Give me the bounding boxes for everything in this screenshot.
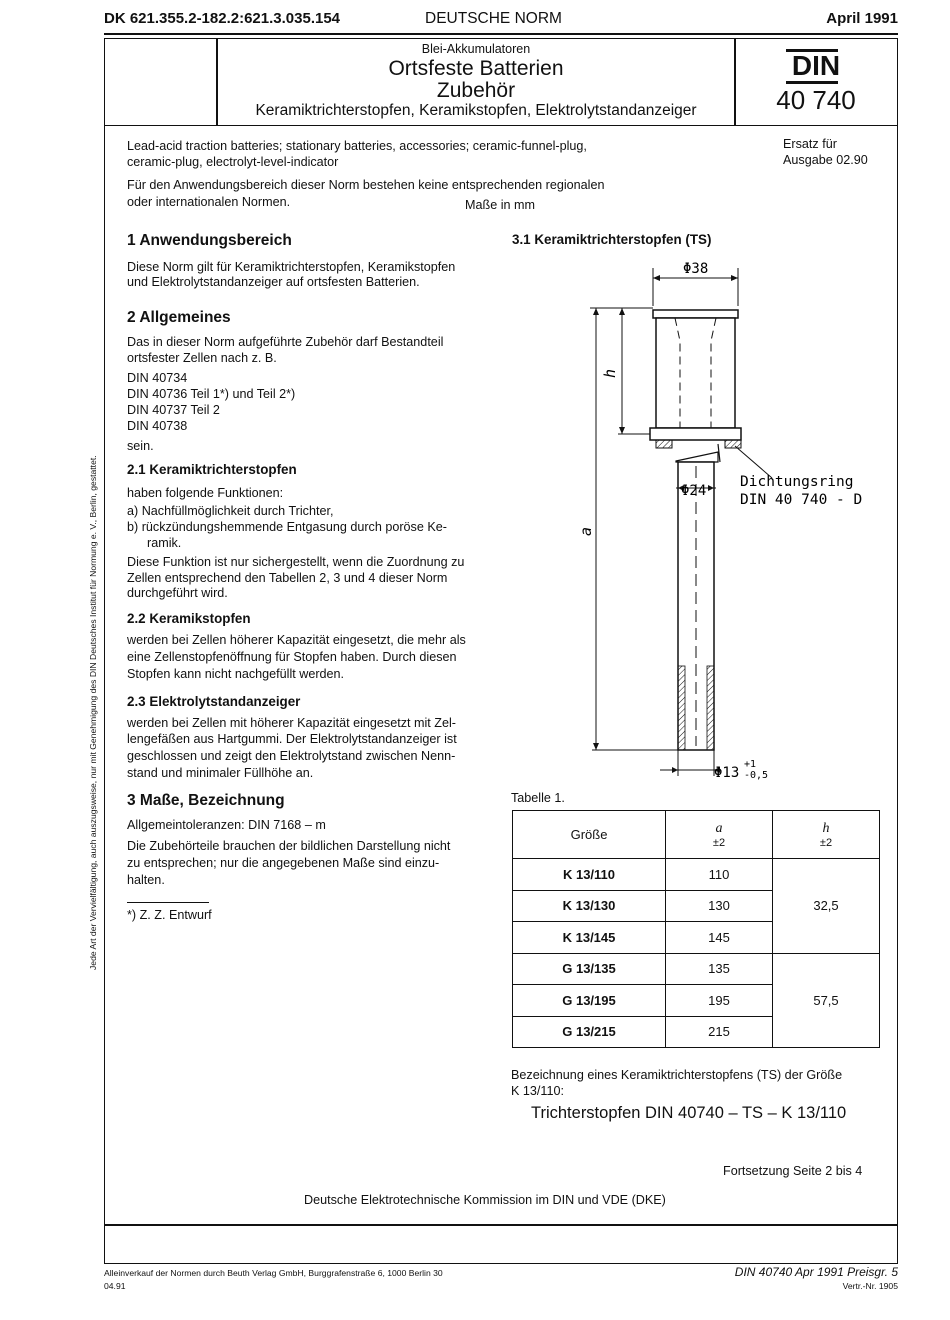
english-title-2: ceramic-plug, electrolyt-level-indicator <box>127 155 339 169</box>
a-cell: 195 <box>666 985 773 1017</box>
designation-text: Bezeichnung eines Keramiktrichterstopfens (TS) der Größe <box>511 1068 843 1082</box>
a-cell: 215 <box>666 1016 773 1048</box>
section-2-1-text: durchgeführt wird. <box>127 586 228 600</box>
size-cell: K 13/145 <box>513 922 666 954</box>
table-row <box>513 953 880 985</box>
tube-hatch-left <box>678 666 685 750</box>
section-3-1-heading: 3.1 Keramiktrichterstopfen (TS) <box>512 232 712 247</box>
document-type: DEUTSCHE NORM <box>425 10 562 27</box>
continuation-note: Fortsetzung Seite 2 bis 4 <box>723 1164 863 1178</box>
dim-tol-upper: +1 <box>744 759 757 770</box>
regional-note-2: oder internationalen Normen. <box>127 195 291 209</box>
size-cell: G 13/215 <box>513 1016 666 1048</box>
dim-label-h: h <box>601 368 619 378</box>
section-2-heading: 2 Allgemeines <box>127 309 231 326</box>
designation-example: Trichterstopfen DIN 40740 – TS – K 13/110 <box>531 1104 847 1122</box>
dim-tol-lower: -0,5 <box>744 770 769 781</box>
section-2-2-text: werden bei Zellen höherer Kapazität eingesetzt, die mehr als <box>127 633 466 647</box>
committee: Deutsche Elektrotechnische Kommission im DIN und VDE (DKE) <box>304 1193 666 1207</box>
regional-note-1: Für den Anwendungsbereich dieser Norm bestehen keine entsprechenden regionalen <box>127 178 605 192</box>
h-cell: 32,5 <box>773 859 880 954</box>
replacement-edition: Ausgabe 02.90 <box>783 153 868 167</box>
size-cell: G 13/135 <box>513 953 666 985</box>
header-h-label: h <box>822 820 830 836</box>
footer-vertr-nr: Vertr.-Nr. 1905 <box>842 1281 898 1291</box>
english-title-1: Lead-acid traction batteries; stationary batteries, accessories; ceramic-funnel-plug, <box>127 139 587 153</box>
section-2-1-text: Diese Funktion ist nur sichergestellt, wenn die Zuordnung zu <box>127 555 465 569</box>
section-3-text: zu entsprechen; nur die angegebenen Maße sind einzu- <box>127 856 440 870</box>
header-a <box>666 811 773 859</box>
section-3-heading: 3 Maße, Bezeichnung <box>127 792 285 809</box>
din-logo-text: DIN <box>791 50 841 81</box>
section-3-text: Die Zubehörteile brauchen der bildlichen Darstellung nicht <box>127 839 451 853</box>
issue-date: April 1991 <box>826 10 898 27</box>
section-2-1-item: ramik. <box>147 536 182 550</box>
copyright-side-note: Jede Art der Vervielfältigung, auch auszugsweise, nur mit Genehmigung des DIN Deutsches Institut für Normung e. V., Berlin, gestattet. <box>88 455 98 970</box>
section-2-1-item: b) rückzündungshemmende Entgasung durch poröse Ke- <box>127 520 447 534</box>
header-size: Größe <box>513 811 666 859</box>
seal-ring-left <box>656 440 672 448</box>
section-1-text: und Elektrolytstandanzeiger auf ortsfesten Batterien. <box>127 275 420 289</box>
plug-inner-valve <box>676 452 718 462</box>
footer-print-date: 04.91 <box>104 1281 126 1291</box>
section-2-2-heading: 2.2 Keramikstopfen <box>127 611 251 626</box>
header-a-label: a <box>715 820 723 836</box>
seal-ring-label: Dichtungsring <box>740 474 854 490</box>
table-row <box>513 859 880 891</box>
size-cell: K 13/130 <box>513 890 666 922</box>
din-number: 40 740 <box>776 85 856 115</box>
table-caption: Tabelle 1. <box>511 791 565 805</box>
standard-ref: DIN 40738 <box>127 419 188 433</box>
section-2-3-text: werden bei Zellen mit höherer Kapazität eingesetzt mit Zel- <box>127 716 456 730</box>
title-line-3: Keramiktrichterstopfen, Keramikstopfen, Elektrolytstandanzeiger <box>255 102 697 119</box>
section-3-text: Allgemeintoleranzen: DIN 7168 – m <box>127 818 326 832</box>
section-2-2-text: eine Zellenstopfenöffnung für Stopfen haben. Durch diesen <box>127 650 457 664</box>
plug-head <box>656 318 735 428</box>
h-cell: 57,5 <box>773 953 880 1048</box>
section-2-text: ortsfester Zellen nach z. B. <box>127 351 277 365</box>
plug-flange <box>650 428 741 440</box>
a-cell: 130 <box>666 890 773 922</box>
seal-ring-standard: DIN 40 740 - D <box>740 492 863 508</box>
footer-box-rule <box>104 1224 898 1226</box>
section-2-text: Das in dieser Norm aufgeführte Zubehör darf Bestandteil <box>127 335 444 349</box>
section-2-3-text: stand und minimaler Füllhöhe an. <box>127 766 314 780</box>
footer-distributor: Alleinverkauf der Normen durch Beuth Verlag GmbH, Burggrafenstraße 6, 1000 Berlin 30 <box>104 1268 443 1278</box>
size-table <box>512 810 880 1048</box>
section-2-1-heading: 2.1 Keramiktrichterstopfen <box>127 462 297 477</box>
section-2-1-text: Zellen entsprechend den Tabellen 2, 3 und 4 dieser Norm <box>127 571 448 585</box>
a-cell: 145 <box>666 922 773 954</box>
a-cell: 135 <box>666 953 773 985</box>
size-cell: K 13/110 <box>513 859 666 891</box>
section-1-heading: 1 Anwendungsbereich <box>127 232 292 249</box>
seal-ring-right <box>725 440 741 448</box>
dk-classification: DK 621.355.2-182.2:621.3.035.154 <box>104 10 341 27</box>
a-cell: 110 <box>666 859 773 891</box>
title-line-2: Zubehör <box>436 79 516 102</box>
table-header-row <box>513 811 880 859</box>
plug-rim <box>653 310 738 318</box>
section-2-3-text: lengefäßen aus Hartgummi. Der Elektrolytstandanzeiger ist <box>127 732 457 746</box>
standard-ref: DIN 40736 Teil 1*) und Teil 2*) <box>127 387 296 401</box>
section-2-1-text: haben folgende Funktionen: <box>127 486 284 500</box>
section-2-1-item: a) Nachfüllmöglichkeit durch Trichter, <box>127 504 334 518</box>
footer-din-ref: DIN 40740 Apr 1991 Preisgr. 5 <box>734 1265 898 1279</box>
dim-label-bot: Φ13 <box>714 765 740 781</box>
section-2-3-heading: 2.3 Elektrolytstandanzeiger <box>127 694 301 709</box>
title-line-1: Ortsfeste Batterien <box>388 57 564 80</box>
size-cell: G 13/195 <box>513 985 666 1017</box>
standard-ref: DIN 40734 <box>127 371 188 385</box>
dim-label-top: Φ38 <box>683 261 709 277</box>
standard-ref: DIN 40737 Teil 2 <box>127 403 220 417</box>
replacement-label: Ersatz für <box>783 137 837 151</box>
header-a-tolerance: ±2 <box>712 836 726 849</box>
footnote: *) Z. Z. Entwurf <box>127 908 212 922</box>
units-note: Maße in mm <box>465 198 535 212</box>
funnel-plug-drawing <box>560 256 880 786</box>
section-3-text: halten. <box>127 873 165 887</box>
dim-label-a: a <box>577 526 595 536</box>
header-h-tolerance: ±2 <box>819 836 833 849</box>
footnote-rule <box>127 902 209 903</box>
section-2-3-text: geschlossen und zeigt den Elektrolytstand zwischen Nenn- <box>127 749 456 763</box>
dim-label-mid: Φ24 <box>681 483 707 499</box>
section-1-text: Diese Norm gilt für Keramiktrichterstopfen, Keramikstopfen <box>127 260 456 274</box>
section-2-2-text: Stopfen kann nicht nachgefüllt werden. <box>127 667 345 681</box>
header-rule <box>104 33 898 35</box>
header-h <box>773 811 880 859</box>
title-small: Blei-Akkumulatoren <box>421 42 531 56</box>
section-2-text: sein. <box>127 439 154 453</box>
tube-hatch-right <box>707 666 714 750</box>
designation-text: K 13/110: <box>511 1084 564 1098</box>
din-underline <box>786 81 838 84</box>
